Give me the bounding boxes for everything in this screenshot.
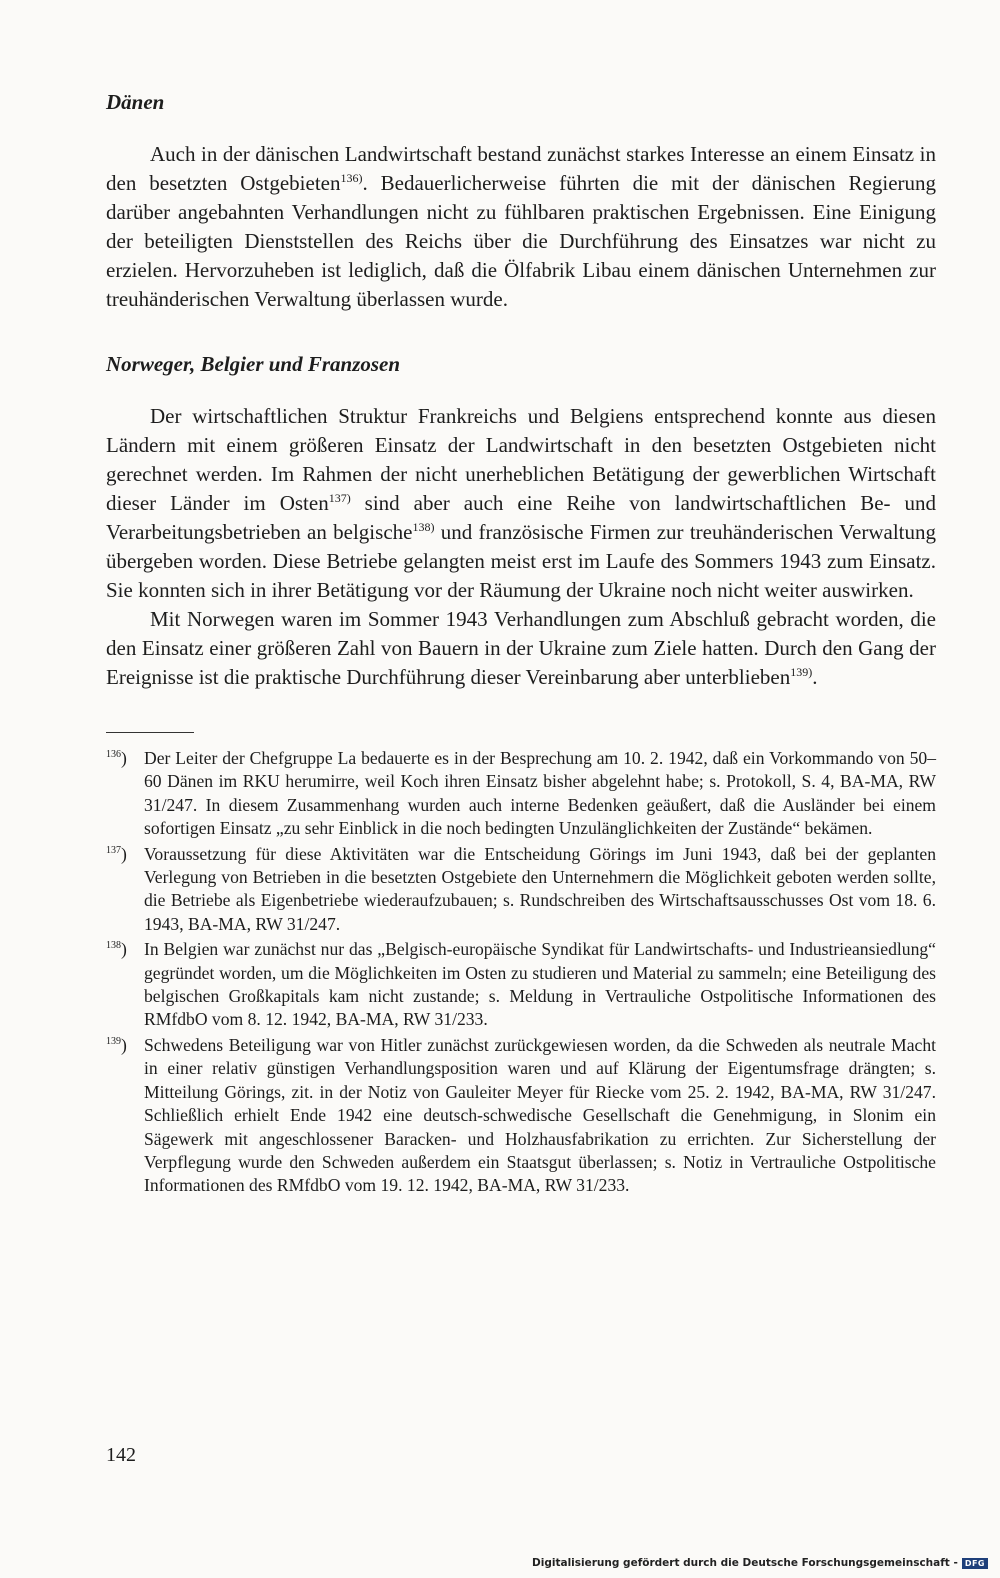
text-run: Mit Norwegen waren im Sommer 1943 Verhandlungen zum Abschluß gebracht worden, die den Einsatz einer größeren Zahl von Bauern in der Ukraine zum Ziele hatten. Durch den Gang der Ereignisse ist die praktische Durchführung dieser Vereinbarung aber unterblieben: [106, 607, 936, 689]
footnote-divider: [106, 732, 194, 733]
footnote-text: Voraussetzung für diese Aktivitäten war die Entscheidung Görings im Juni 1943, daß bei der geplanten Verlegung von Betrieben in die besetzten Ostgebiete den Unternehmern die Möglichkeit geboten werden sollte, die Betriebe als Eigenbetriebe wiederaufzubauen; s. Rundschreiben des Wirtschaftsausschusses Ost vom 18. 6. 1943, BA-MA, RW 31/247.: [144, 843, 936, 934]
footnote-ref-138[interactable]: 138): [412, 520, 435, 534]
footnote-text: Der Leiter der Chefgruppe La bedauerte es in der Besprechung am 10. 2. 1942, daß ein Vorkommando von 50–60 Dänen im RKU herumirre, weil Koch ihren Einsatz bisher abgelehnt habe; s. Protokoll, S. 4, BA-MA, RW 31/247. In diesem Zusammenhang wurden auch interne Bedenken geäußert, daß die Ausländer bei einem sofortigen Einsatz „zu sehr Einblick in die noch bedingten Unzulänglichkeiten der Zustände“ bekämen.: [144, 748, 936, 839]
digitization-credit: [532, 1557, 988, 1569]
text-run: . Bedauerlicherweise führten die mit der dänischen Regierung darüber angebahnten Verhandlungen nicht zu fühlbaren praktischen Ergebnissen. Eine Einigung der beteiligten Dienststellen des Reichs über die Durchführung des Einsatzes war nicht zu erzielen. Hervorzuheben ist lediglich, daß die Ölfabrik Libau einem dänischen Unternehmen zur treuhänderischen Verwaltung überlassen wurde.: [106, 171, 937, 311]
footnote-ref-139[interactable]: 139): [790, 665, 813, 679]
footnote-number: $^{137}$): [106, 843, 127, 864]
footnote-number: $^{136}$): [106, 748, 127, 768]
footnotes: [106, 747, 936, 1198]
footnote-139: [106, 1034, 936, 1198]
footnote-137: [106, 843, 936, 937]
section-heading-daenen: Dänen: [106, 90, 165, 114]
footnote-138: [106, 938, 936, 1032]
page-body: [106, 88, 936, 1200]
footnote-text: In Belgien war zunächst nur das „Belgisch-europäische Syndikat für Landwirtschafts- und Industrieansiedlung“ gegründet worden, um die Möglichkeiten im Osten zu studieren und Material zu sammeln; eine Beteiligung des belgischen Großkapitals kam nicht zustande; s. Meldung in Vertrauliche Ostpolitische Informationen des RMfdbO vom 8. 12. 1942, BA-MA, RW 31/233.: [144, 939, 936, 1030]
text-run: und französische Firmen zur treuhänderischen Verwaltung übergeben worden. Diese Betriebe gelangten meist erst im Laufe des Sommers 1943 zum Einsatz. Sie konnten sich in ihrer Betätigung vor der Räumung der Ukraine noch nicht weiter auswirken.: [106, 520, 936, 602]
footnote-ref-136[interactable]: 136): [340, 171, 363, 185]
text-run: Auch in der dänischen Landwirtschaft bestand zunächst starkes Interesse an einem Einsatz in den besetzten Ostgebieten: [106, 142, 936, 195]
page-number: 142: [106, 1444, 136, 1466]
credit-text: Digitalisierung gefördert durch die Deutsche Forschungsgemeinschaft -: [532, 1557, 958, 1569]
footnote-136: [106, 747, 936, 841]
footnote-ref-137[interactable]: 137): [328, 491, 351, 505]
dfg-logo: DFG: [962, 1558, 988, 1569]
footnote-number: $^{139}$): [106, 1034, 127, 1055]
text-run: .: [812, 665, 818, 689]
section-heading-norweger: Norweger, Belgier und Franzosen: [106, 352, 401, 376]
paragraph-daenen: [106, 140, 936, 314]
text-run: Der wirtschaftlichen Struktur Frankreichs und Belgiens entsprechend konnte aus diesen Ländern mit einem größeren Einsatz der Landwirtschaft in den besetzten Ostgebieten nicht gerechnet werden. Im Rahmen der nicht unerheblichen Betätigung der gewerblichen Wirtschaft dieser Länder im Osten: [106, 404, 936, 515]
paragraph-frankreich-belgien: [106, 402, 936, 605]
footnote-text: Schwedens Beteiligung war von Hitler zunächst zurückgewiesen worden, da die Schweden als neutrale Macht in einer relativ günstigen Verhandlungsposition waren und auf Klärung der Eigentumsfrage drängten; s. Mitteilung Görings, zit. in der Notiz von Gauleiter Meyer für Riecke vom 25. 2. 1942, BA-MA, RW 31/247. Schließlich erhielt Ende 1942 eine deutsch-schwedische Gesellschaft die Genehmigung, in Slonim ein Sägewerk mit angeschlossener Baracken- und Holzhausfabrikation zu errichten. Zur Sicherstellung der Verpflegung wurde den Schweden außerdem ein Staatsgut überlassen; s. Notiz in Vertrauliche Ostpolitische Informationen des RMfdbO vom 19. 12. 1942, BA-MA, RW 31/233.: [144, 1034, 936, 1196]
paragraph-norwegen: [106, 605, 936, 692]
text-run: sind aber auch eine Reihe von landwirtschaftlichen Be- und Verarbeitungsbetrieben an belgische: [106, 491, 936, 544]
footnote-number: $^{138}$): [106, 939, 127, 960]
